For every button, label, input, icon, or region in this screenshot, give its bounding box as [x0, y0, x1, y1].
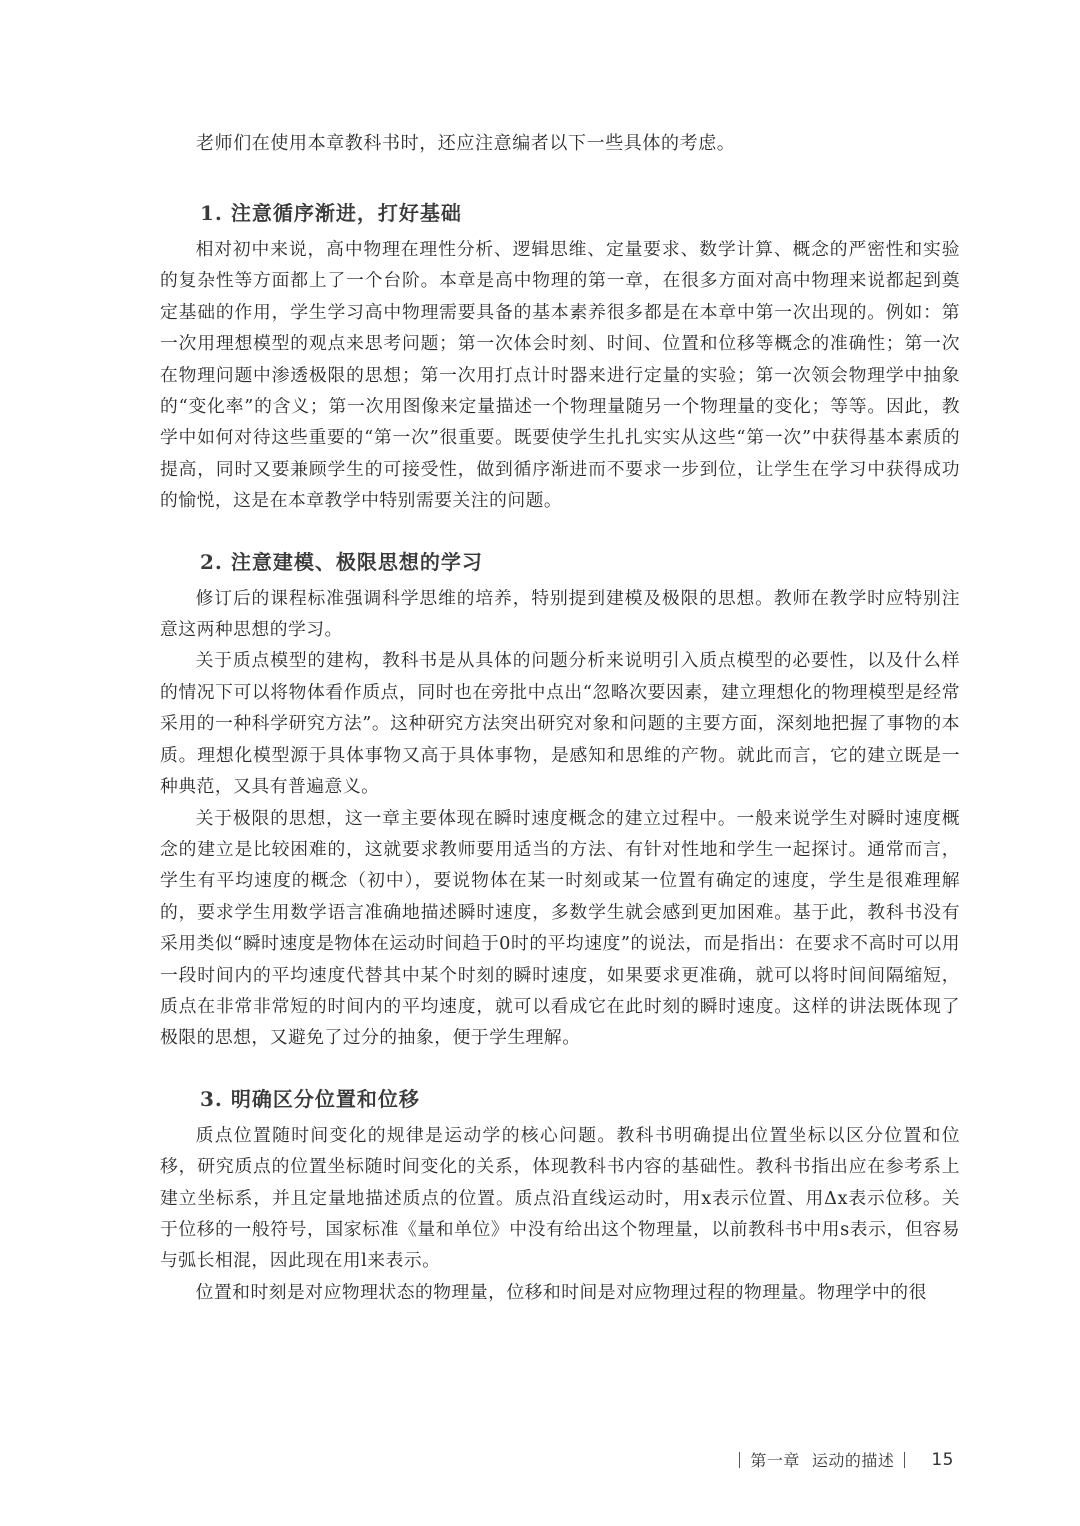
section-heading: 1. 注意循序渐进，打好基础 — [200, 201, 462, 225]
paragraph: 位置和时刻是对应物理状态的物理量，位移和时间是对应物理过程的物理量。物理学中的很 — [195, 1281, 927, 1303]
section-2 — [160, 547, 960, 1054]
section-3 — [160, 1084, 960, 1308]
footer-chapter: 第一章 — [750, 1451, 800, 1470]
page-number: 15 — [931, 1449, 954, 1470]
section-1 — [160, 198, 960, 517]
intro-paragraph: 老师们在使用本章教科书时，还应注意编者以下一些具体的考虑。 — [196, 133, 736, 154]
paragraph: 关于极限的思想，这一章主要体现在瞬时速度概念的建立过程中。一般来说学生对瞬时速度概念的建立是比较困难的，这就要求教师要用适当的方法、有针对性地和学生一起探讨。通常而言，学生有平均速度的概念（初中），要说物体在某一时刻或某一位置有确定的速度，学生是很难理解的，要求学生用数学语言准确地描述瞬时速度，多数学生就会感到更加困难。基于此，教科书没有采用类似“瞬时速度是物体在运动时间趋于0时的平均速度”的说法，而是指出：在要求不高时可以用一段时间内的平均速度代替其中某个时刻的瞬时速度，如果要求更准确，就可以将时间间隔缩短，质点在非常非常短的时间内的平均速度，就可以看成它在此时刻的瞬时速度。这样的讲法既体现了极限的思想，又避免了过分的抽象，便于学生理解。 — [160, 807, 960, 1049]
footer-divider — [904, 1452, 905, 1468]
section-heading: 2. 注意建模、极限思想的学习 — [200, 549, 483, 574]
footer-divider — [739, 1452, 740, 1468]
page-content — [160, 128, 960, 1338]
paragraph: 相对初中来说，高中物理在理性分析、逻辑思维、定量要求、数学计算、概念的严密性和实验的复杂性等方面都上了一个台阶。本章是高中物理的第一章，在很多方面对高中物理来说都起到奠定基础的作用，学生学习高中物理需要具备的基本素养很多都是在本章中第一次出现的。例如：第一次用理想模型的观点来思考问题；第一次体会时刻、时间、位置和位移等概念的准确性；第一次在物理问题中渗透极限的思想；第一次用打点计时器来进行定量的实验；第一次领会物理学中抽象的“变化率”的含义；第一次用图像来定量描述一个物理量随另一个物理量的变化；等等。因此，教学中如何对待这些重要的“第一次”很重要。既要使学生扎扎实实从这些“第一次”中获得基本素质的提高，同时又要兼顾学生的可接受性，做到循序渐进而不要求一步到位，让学生在学习中获得成功的愉悦，这是在本章教学中特别需要关注的问题。 — [160, 239, 960, 512]
paragraph: 关于质点模型的建构，教科书是从具体的问题分析来说明引入质点模型的必要性，以及什么样的情况下可以将物体看作质点，同时也在旁批中点出“忽略次要因素，建立理想化的物理模型是经常采用的一种科学研究方法”。这种研究方法突出研究对象和问题的主要方面，深刻地把握了事物的本质。理想化模型源于具体事物又高于具体事物，是感知和思维的产物。就此而言，它的建立既是一种典范，又具有普遍意义。 — [160, 650, 960, 798]
section-heading: 3. 明确区分位置和位移 — [200, 1086, 420, 1111]
paragraph: 质点位置随时间变化的规律是运动学的核心问题。教科书明确提出位置坐标以区分位置和位移，研究质点的位置坐标随时间变化的关系，体现教科书内容的基础性。教科书指出应在参考系上建立坐标系，并且定量地描述质点的位置。质点沿直线运动时，用x表示位置、用Δx表示位移。关于位移的一般符号，国家标准《量和单位》中没有给出这个物理量，以前教科书中用s表示，但容易与弧长相混，因此现在用l来表示。 — [160, 1124, 960, 1272]
paragraph: 修订后的课程标准强调科学思维的培养，特别提到建模及极限的思想。教师在教学时应特别注意这两种思想的学习。 — [160, 587, 960, 641]
page-footer — [729, 1448, 954, 1471]
footer-chapter-title: 运动的描述 — [811, 1451, 895, 1470]
